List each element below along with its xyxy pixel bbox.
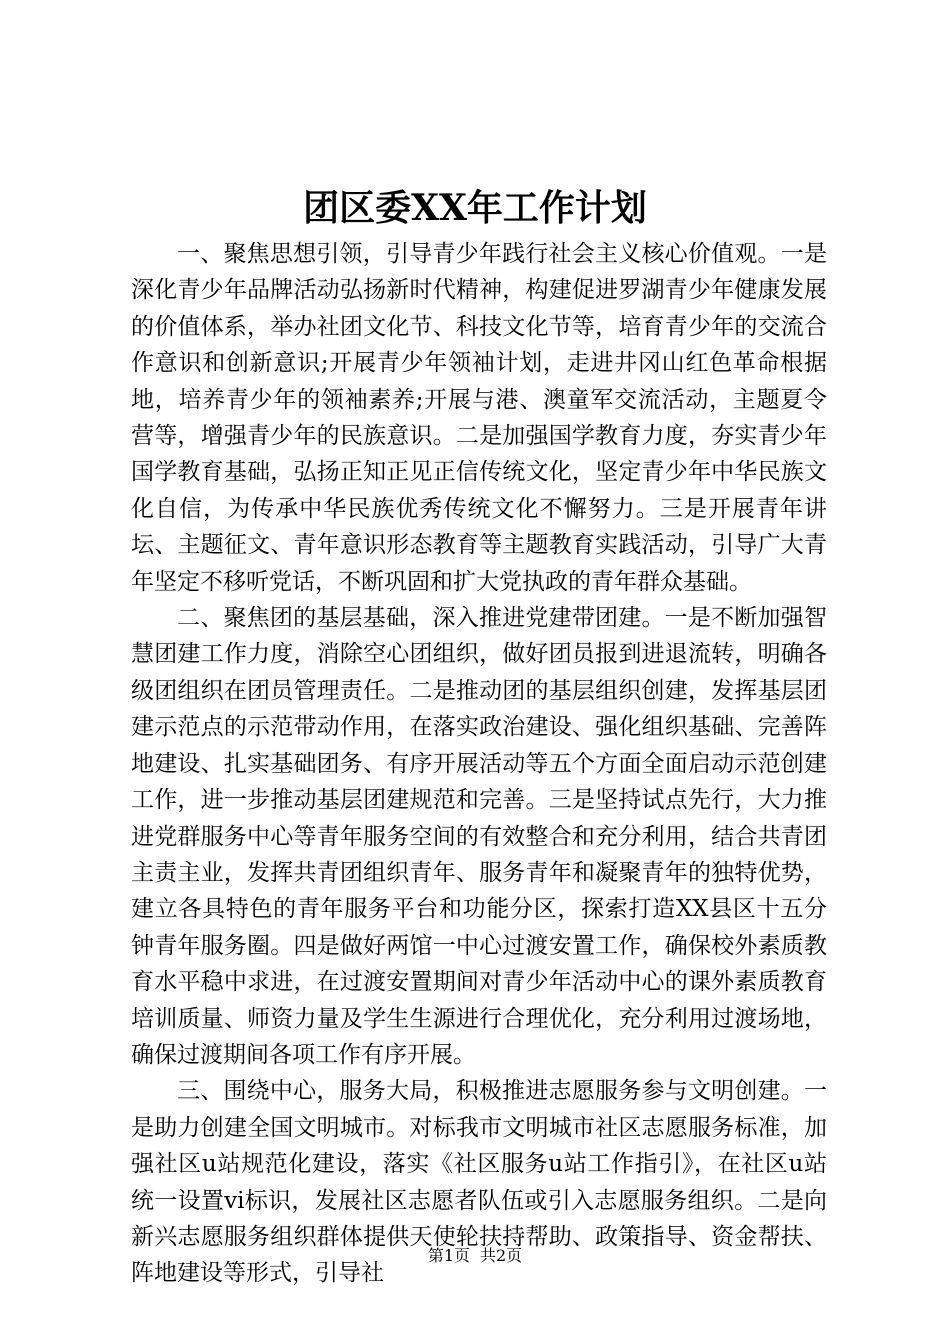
document-body — [131, 236, 827, 1292]
document-title: 团区委XX年工作计划 — [303, 187, 647, 229]
paragraph-2: 二、聚焦团的基层基础，深入推进党建带团建。一是不断加强智慧团建工作力度，消除空心团组织，做好团员报到进退流转，明确各级团组织在团员管理责任。二是推动团的基层组织创建，发挥基层团建示范点的示范带动作用，在落实政治建设、强化组织基础、完善阵地建设、扎实基础团务、有序开展活动等五个方面全面启动示范创建工作，进一步推动基层团建规范和完善。三是坚持试点先行，大力推进党群服务中心等青年服务空间的有效整合和充分利用，结合共青团主责主业，发挥共青团组织青年、服务青年和凝聚青年的独特优势，建立各具特色的青年服务平台和功能分区，探索打造XX县区十五分钟青年服务圈。四是做好两馆一中心过渡安置工作，确保校外素质教育水平稳中求进，在过渡安置期间对青少年活动中心的课外素质教育培训质量、师资力量及学生生源进行合理优化，充分利用过渡场地，确保过渡期间各项工作有序开展。 — [131, 605, 827, 1068]
page-total: 共2页 — [480, 1246, 523, 1265]
paragraph-3: 三、围绕中心，服务大局，积极推进志愿服务参与文明创建。一是助力创建全国文明城市。对标我市文明城市社区志愿服务标准，加强社区u站规范化建设，落实《社区服务u站工作指引》，在社区u站统一设置vi标识，发展社区志愿者队伍或引入志愿服务组织。二是向新兴志愿服务组织群体提供天使轮扶持帮助、政策指导、资金帮扶、阵地建设等形式，引导社 — [131, 1078, 827, 1287]
paragraph-1: 一、聚焦思想引领，引导青少年践行社会主义核心价值观。一是深化青少年品牌活动弘扬新时代精神，构建促进罗湖青少年健康发展的价值体系，举办社团文化节、科技文化节等，培育青少年的交流合作意识和创新意识;开展青少年领袖计划，走进井冈山红色革命根据地，培养青少年的领袖素养;开展与港、澳童军交流活动，主题夏令营等，增强青少年的民族意识。二是加强国学教育力度，夯实青少年国学教育基础，弘扬正知正见正信传统文化，坚定青少年中华民族文化自信，为传承中华民族优秀传统文化不懈努力。三是开展青年讲坛、主题征文、青年意识形态教育等主题教育实践活动，引导广大青年坚定不移听党话，不断巩固和扩大党执政的青年群众基础。 — [131, 241, 827, 595]
page-footer — [0, 1244, 950, 1268]
page-number: 第1页 — [427, 1246, 470, 1265]
